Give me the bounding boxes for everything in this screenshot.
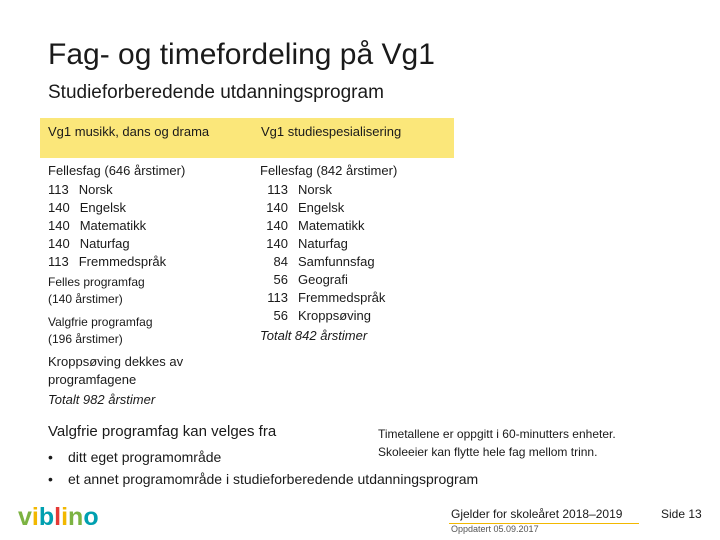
header-musikk-dans-drama: Vg1 musikk, dans og drama	[40, 118, 253, 158]
valgfrie-programfag-hours: (196 årstimer)	[48, 332, 123, 346]
valgfrie-programfag-block	[48, 314, 153, 348]
kroppsoving-note-line: Kroppsøving dekkes av	[48, 354, 184, 369]
gjelder-label: Gjelder for skoleåret 2018–2019	[451, 507, 623, 521]
bullet-dot: •	[48, 471, 53, 487]
subject-name: Norsk	[78, 182, 113, 197]
subject-hours: 113	[267, 290, 288, 305]
subject-hours: 113	[48, 254, 69, 269]
oppdatert-label: Oppdatert 05.09.2017	[451, 524, 539, 534]
logo-letter: o	[83, 502, 99, 531]
left-subject-list	[48, 181, 166, 271]
subject-row	[48, 235, 166, 253]
valgfrie-bullet	[48, 449, 221, 465]
right-subject-list	[260, 181, 385, 325]
subject-row	[48, 181, 166, 199]
logo-letter: i	[61, 502, 69, 531]
logo-letter: i	[31, 502, 39, 531]
bullet-text: et annet programområde i studieforberedende utdanningsprogram	[68, 471, 479, 487]
subject-name: Naturfag	[79, 236, 130, 251]
subject-row	[260, 235, 385, 253]
felles-programfag-line: Felles programfag	[48, 275, 145, 289]
subject-name: Norsk	[298, 182, 332, 197]
subject-row	[260, 289, 385, 307]
subject-hours: 56	[273, 308, 288, 323]
subject-row	[260, 271, 385, 289]
kroppsoving-note	[48, 353, 183, 389]
bullet-dot: •	[48, 449, 53, 465]
subject-row	[260, 307, 385, 325]
subject-name: Matematikk	[79, 218, 147, 233]
subject-name: Matematikk	[298, 218, 365, 233]
subject-hours: 140	[266, 236, 288, 251]
slide-subtitle: Studieforberedende utdanningsprogram	[48, 82, 384, 103]
valgfrie-title: Valgfrie programfag kan velges fra	[48, 423, 277, 440]
subject-name: Kroppsøving	[298, 308, 371, 323]
kroppsoving-note-line: programfagene	[48, 372, 137, 387]
subject-hours: 140	[48, 236, 70, 251]
note-line: Timetallene er oppgitt i 60-minutters enheter.	[378, 427, 616, 441]
left-total: Totalt 982 årstimer	[48, 392, 156, 407]
subject-row	[260, 253, 385, 271]
felles-programfag-block	[48, 274, 145, 308]
subject-hours: 56	[273, 272, 288, 287]
subject-row	[48, 217, 166, 235]
note-line: Skoleeier kan flytte hele fag mellom trinn.	[378, 445, 598, 459]
logo-letter: n	[68, 502, 84, 531]
page-number: Side 13	[661, 507, 702, 521]
subject-name: Naturfag	[298, 236, 348, 251]
subject-name: Engelsk	[79, 200, 126, 215]
subject-hours: 140	[266, 218, 288, 233]
subject-name: Engelsk	[298, 200, 345, 215]
bullet-text: ditt eget programområde	[68, 449, 222, 465]
subject-name: Geografi	[298, 272, 348, 287]
subject-row	[48, 253, 166, 271]
vilbli-logo	[18, 500, 99, 534]
valgfrie-bullet	[48, 471, 478, 487]
logo-letter: b	[38, 502, 55, 531]
subject-hours: 140	[48, 218, 70, 233]
right-total: Totalt 842 årstimer	[260, 328, 368, 343]
subject-name: Fremmedspråk	[298, 290, 386, 305]
subject-hours: 140	[48, 200, 70, 215]
subject-row	[48, 199, 166, 217]
felles-programfag-hours: (140 årstimer)	[48, 292, 123, 306]
subject-row	[260, 199, 385, 217]
subject-hours: 113	[267, 182, 288, 197]
right-fellesfag-title: Fellesfag (842 årstimer)	[260, 163, 398, 178]
subject-hours: 84	[273, 254, 288, 269]
logo-letter: v	[18, 502, 32, 531]
subject-hours: 113	[48, 182, 69, 197]
subject-row	[260, 181, 385, 199]
subject-hours: 140	[266, 200, 288, 215]
logo-letter: l	[54, 502, 62, 531]
subject-row	[260, 217, 385, 235]
valgfrie-programfag-line: Valgfrie programfag	[48, 315, 153, 329]
header-studiespesialisering: Vg1 studiespesialisering	[253, 118, 454, 158]
subject-name: Samfunnsfag	[298, 254, 375, 269]
subject-name: Fremmedspråk	[78, 254, 167, 269]
left-fellesfag-title: Fellesfag (646 årstimer)	[48, 163, 186, 178]
slide-title: Fag- og timefordeling på Vg1	[48, 38, 435, 71]
timetall-note	[378, 425, 616, 461]
